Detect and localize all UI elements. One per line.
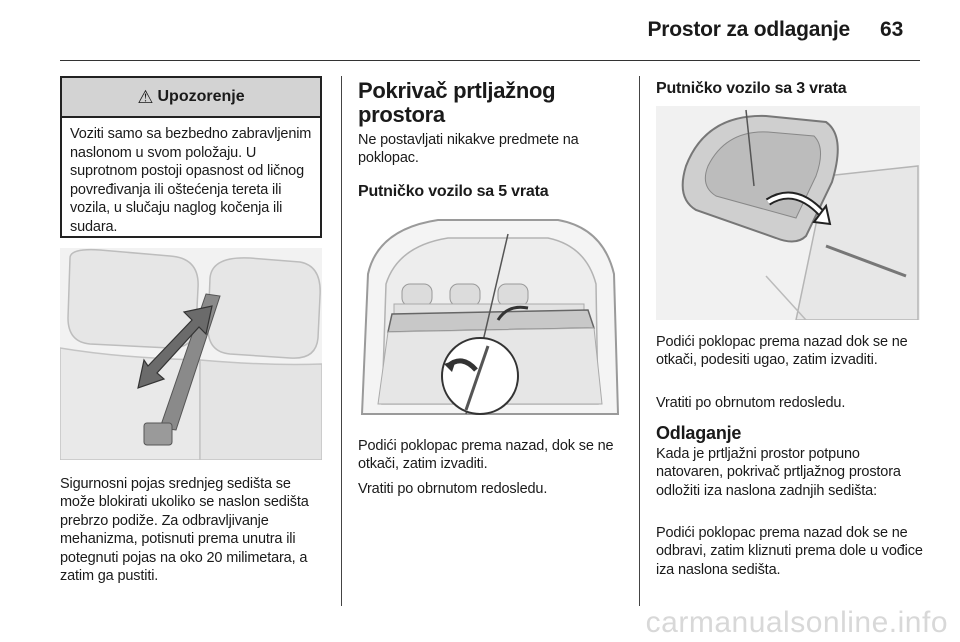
cover-5-door-note: Vratiti po obrnutom redosledu. [358,481,548,497]
subheading-5-door: Putničko vozilo sa 5 vrata [358,183,549,200]
column-divider-2 [639,76,640,606]
section-heading-cover: Pokrivač prtljažnog prostora [358,78,556,127]
column-divider-1 [341,76,342,606]
warning-triangle-icon: ⚠ [137,87,154,107]
page-number: 63 [880,18,904,41]
storage-text-2: Podići poklopac prema nazad dok se ne odbravi, zatim kliznuti prema dole u vođice iza naslona sedišta. [656,525,923,578]
warning-box [60,76,322,238]
storage-text-1: Kada je prtljažni prostor potpuno natovaren, pokrivač prtljažnog prostora odložiti iza naslona zadnjih sedišta: [656,446,901,499]
header-divider [60,60,920,61]
warning-text: Voziti samo sa bezbedno zabravljenim naslonom u svom položaju. U suprotnom postoji opasnost od ličnog povređivanja ili oštećenja tereta ili vozila, u slučaju naglog kočenja ili sudara. [70,126,312,235]
cover-3-door-illustration [656,106,920,320]
warning-title: Upozorenje [157,88,245,105]
cover-5-door-caption: Podići poklopac prema nazad, dok se ne otkači, zatim izvaditi. [358,438,614,473]
page-title: Prostor za odlaganje [647,18,850,41]
seatbelt-caption: Sigurnosni pojas srednjeg sedišta se može blokirati ukoliko se naslon sedišta prebrzo podiže. Za odbravljivanje mehanizma, potisnuti prema unutra ili potegnuti pojas na oko 20 milimetara, a zatim ga pustiti. [60,476,309,585]
cover-5-door-illustration [358,214,620,422]
cover-3-door-caption: Podići poklopac prema nazad dok se ne otkači, podesiti ugao, zatim izvaditi. [656,334,908,369]
section-heading-storage: Odlaganje [656,423,742,443]
seatbelt-illustration [60,248,322,460]
subheading-3-door: Putničko vozilo sa 3 vrata [656,80,847,97]
cover-intro: Ne postavljati nikakve predmete na poklopac. [358,132,579,167]
warning-header [62,78,320,118]
watermark: carmanualsonline.info [645,606,948,639]
cover-3-door-note: Vratiti po obrnutom redosledu. [656,395,846,411]
